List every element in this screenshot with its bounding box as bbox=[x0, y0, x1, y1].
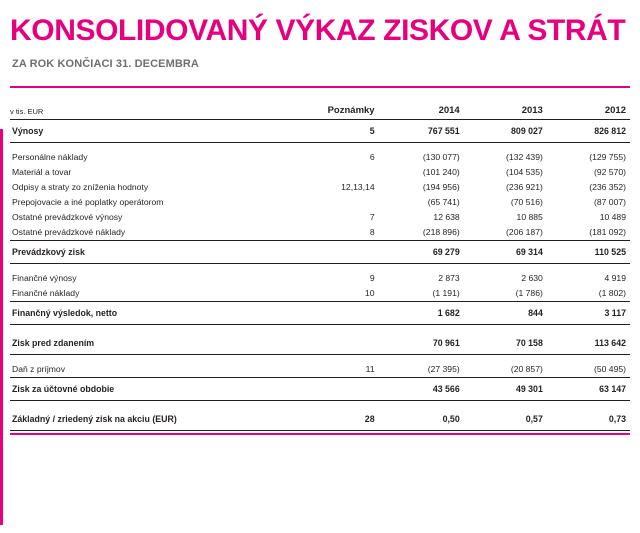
table-row bbox=[10, 225, 630, 241]
row-value-2014: (27 395) bbox=[381, 362, 464, 378]
income-statement-table bbox=[10, 88, 630, 431]
row-spacer bbox=[10, 325, 630, 333]
row-value-2013: 70 158 bbox=[464, 332, 547, 355]
table-row bbox=[10, 210, 630, 225]
row-spacer bbox=[10, 401, 630, 409]
row-value-2013: (20 857) bbox=[464, 362, 547, 378]
row-value-2014: (194 956) bbox=[422, 182, 460, 192]
row-value-2012: (129 755) bbox=[589, 152, 626, 162]
page-subtitle: ZA ROK KONČIACI 31. DECEMBRA bbox=[12, 58, 199, 70]
row-label: Daň z príjmov bbox=[10, 362, 272, 378]
table-row bbox=[10, 332, 630, 355]
row-note: 9 bbox=[369, 273, 375, 283]
row-note bbox=[272, 378, 380, 401]
row-value-2014: 43 566 bbox=[381, 378, 464, 401]
row-value-2012: 3 117 bbox=[547, 302, 630, 325]
row-label: Finančný výsledok, netto bbox=[10, 302, 272, 325]
row-label: Materiál a tovar bbox=[12, 167, 72, 177]
row-label: Ostatné prevádzkové náklady bbox=[10, 225, 272, 241]
row-note bbox=[272, 302, 380, 325]
row-note: 5 bbox=[272, 120, 380, 143]
table-row bbox=[10, 408, 630, 431]
row-value-2012: 4 919 bbox=[604, 273, 626, 283]
year-header-2013: 2013 bbox=[464, 88, 547, 120]
row-value-2013: 0,57 bbox=[464, 408, 547, 431]
table-row bbox=[10, 180, 630, 195]
row-value-2014: 69 279 bbox=[381, 241, 464, 264]
row-value-2013: (206 187) bbox=[464, 225, 547, 241]
row-value-2012: 826 812 bbox=[547, 120, 630, 143]
table-row bbox=[10, 241, 630, 264]
row-value-2014: (101 240) bbox=[422, 167, 460, 177]
row-value-2012: (50 495) bbox=[547, 362, 630, 378]
row-value-2014: (130 077) bbox=[422, 152, 460, 162]
row-value-2012: (236 352) bbox=[589, 182, 626, 192]
row-note bbox=[272, 332, 380, 355]
row-value-2013: (104 535) bbox=[506, 167, 543, 177]
row-value-2012: (181 092) bbox=[547, 225, 630, 241]
row-value-2014: (65 741) bbox=[427, 197, 460, 207]
row-value-2012: 0,73 bbox=[547, 408, 630, 431]
table-row bbox=[10, 195, 630, 210]
row-note: 28 bbox=[272, 408, 380, 431]
row-label: Finančné výnosy bbox=[12, 273, 77, 283]
row-value-2014: 0,50 bbox=[381, 408, 464, 431]
row-label: Odpisy a straty zo zníženia hodnoty bbox=[12, 182, 149, 192]
row-label: Prepojovacie a iné poplatky operátorom bbox=[12, 197, 164, 207]
page-title: KONSOLIDOVANÝ VÝKAZ ZISKOV A STRÁT bbox=[10, 14, 626, 47]
row-value-2013: 69 314 bbox=[464, 241, 547, 264]
row-value-2014: 2 873 bbox=[438, 273, 460, 283]
row-value-2013: (70 516) bbox=[510, 197, 543, 207]
row-value-2012: 110 525 bbox=[547, 241, 630, 264]
row-value-2013: 844 bbox=[464, 302, 547, 325]
year-header-2014: 2014 bbox=[381, 88, 464, 120]
row-label: Finančné náklady bbox=[10, 286, 272, 302]
row-label: Ostatné prevádzkové výnosy bbox=[12, 212, 123, 222]
accent-sidebar bbox=[0, 129, 3, 525]
table-row bbox=[10, 120, 630, 143]
row-note bbox=[272, 241, 380, 264]
row-note: 7 bbox=[369, 212, 375, 222]
table-row bbox=[10, 271, 630, 286]
row-value-2012: 10 489 bbox=[599, 212, 626, 222]
row-label: Prevádzkový zisk bbox=[10, 241, 272, 264]
row-value-2014: 70 961 bbox=[381, 332, 464, 355]
row-spacer bbox=[10, 264, 630, 272]
row-label: Výnosy bbox=[10, 120, 272, 143]
notes-header: Poznámky bbox=[272, 88, 380, 120]
year-header-2012: 2012 bbox=[547, 88, 630, 120]
row-label: Zisk pred zdanením bbox=[10, 332, 272, 355]
table-row bbox=[10, 302, 630, 325]
table-row bbox=[10, 150, 630, 165]
units-label: v tis. EUR bbox=[10, 88, 272, 120]
row-value-2012: (92 570) bbox=[593, 167, 626, 177]
row-value-2014: 1 682 bbox=[381, 302, 464, 325]
row-value-2014: (1 191) bbox=[381, 286, 464, 302]
row-value-2013: (132 439) bbox=[506, 152, 543, 162]
row-note: 10 bbox=[272, 286, 380, 302]
table-row bbox=[10, 362, 630, 378]
table-header-row bbox=[10, 88, 630, 120]
table-row bbox=[10, 286, 630, 302]
row-value-2013: (1 786) bbox=[464, 286, 547, 302]
row-value-2013: 809 027 bbox=[464, 120, 547, 143]
row-value-2013: (236 921) bbox=[506, 182, 543, 192]
row-value-2013: 49 301 bbox=[464, 378, 547, 401]
row-spacer bbox=[10, 355, 630, 363]
statement-page bbox=[0, 14, 640, 533]
table-row bbox=[10, 165, 630, 180]
row-value-2013: 10 885 bbox=[516, 212, 543, 222]
row-value-2014: 767 551 bbox=[381, 120, 464, 143]
row-note bbox=[272, 195, 380, 210]
row-value-2012: 63 147 bbox=[547, 378, 630, 401]
row-spacer bbox=[10, 143, 630, 151]
row-note: 11 bbox=[272, 362, 380, 378]
row-note: 8 bbox=[272, 225, 380, 241]
row-note: 12,13,14 bbox=[341, 182, 375, 192]
row-label: Základný / zriedený zisk na akciu (EUR) bbox=[10, 408, 272, 431]
row-note: 6 bbox=[369, 152, 375, 162]
row-label: Zisk za účtovné obdobie bbox=[10, 378, 272, 401]
row-value-2012: (87 007) bbox=[593, 197, 626, 207]
table-row bbox=[10, 378, 630, 401]
footer-divider bbox=[10, 433, 630, 435]
row-value-2014: (218 896) bbox=[381, 225, 464, 241]
row-value-2012: 113 642 bbox=[547, 332, 630, 355]
row-note bbox=[272, 165, 380, 180]
row-value-2014: 12 638 bbox=[433, 212, 460, 222]
row-label: Personálne náklady bbox=[12, 152, 88, 162]
row-value-2013: 2 630 bbox=[521, 273, 543, 283]
row-value-2012: (1 802) bbox=[547, 286, 630, 302]
